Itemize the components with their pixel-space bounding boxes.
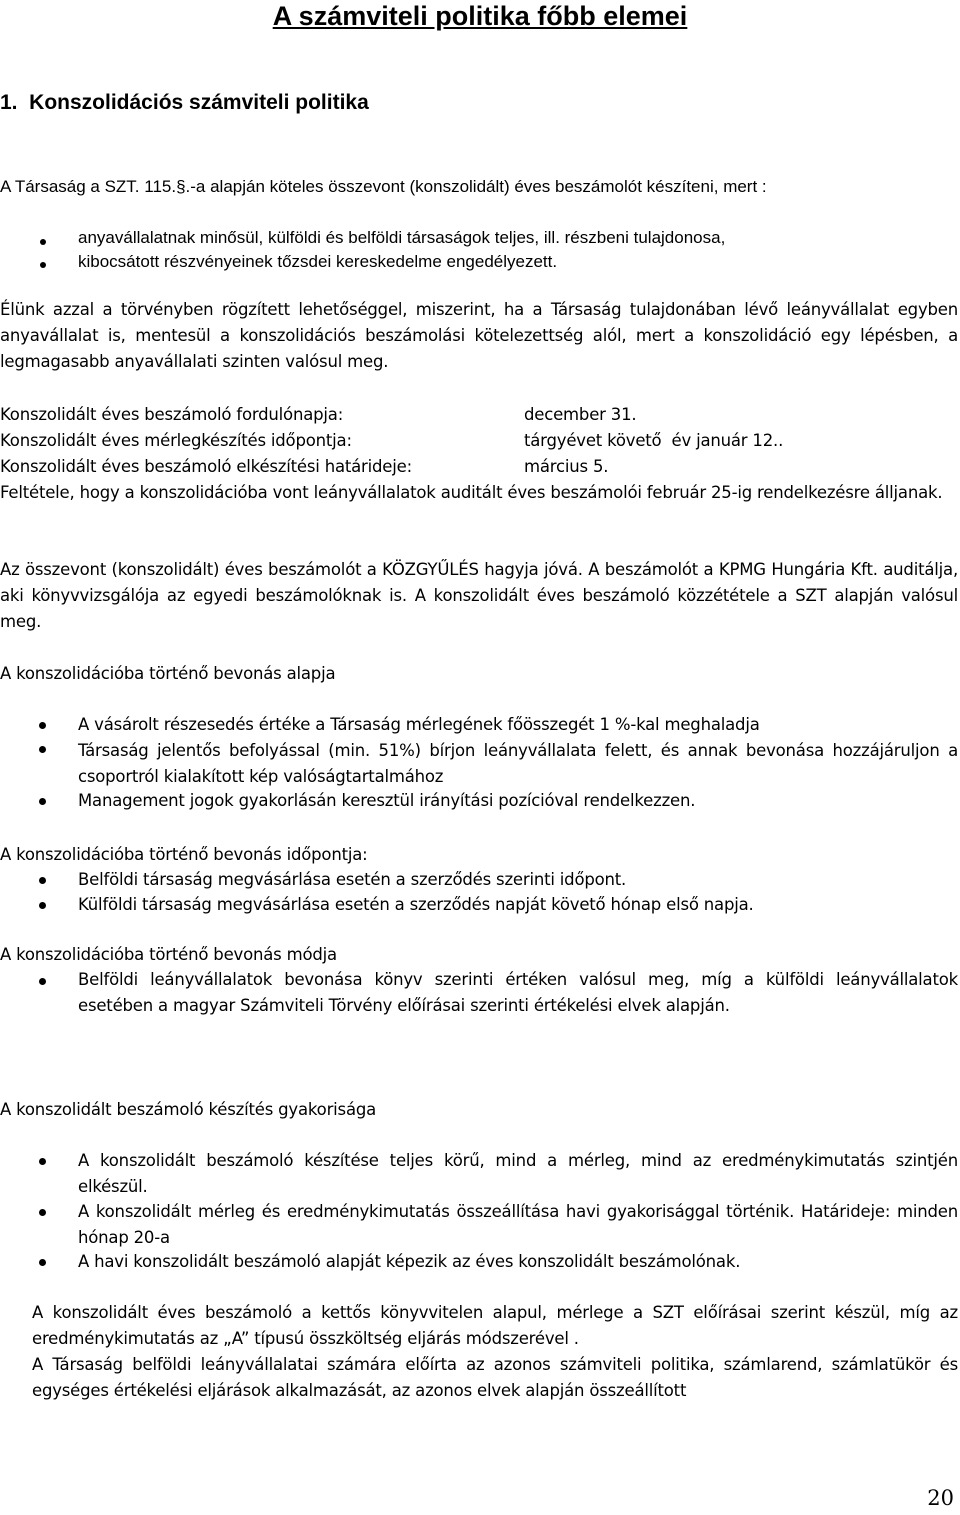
frequency-bullet-3: A havi konszolidált beszámoló alapját képezik az éves konszolidált beszámolónak. (78, 1252, 741, 1271)
date-value-1: december 31. (524, 405, 637, 424)
bullet-icon (39, 722, 46, 729)
section-heading: 1. Konszolidációs számviteli politika (0, 91, 369, 114)
date-label-1: Konszolidált éves beszámoló fordulónapja: (0, 405, 344, 424)
exemption-paragraph: Élünk azzal a törvényben rögzített lehetőséggel, miszerint, ha a Társaság tulajdonában lévő leányvállalat egyben anyavállalat is, mentesül a konszolidációs beszámolási kötelezettség alól, mert a konszolidáció egy lépésben, a legmagasabb anyavállalati szinten valósul meg. (0, 300, 958, 371)
basis-bullet-2: Társaság jelentős befolyással (min. 51%) bírjon leányvállalata felett, és annak bevonása hozzájáruljon a csoportról kialakított kép valóságtartalmához (78, 741, 958, 786)
bullet-icon (39, 746, 46, 753)
timing-bullet-1: Belföldi társaság megvásárlása esetén a szerződés szerinti időpont. (78, 870, 627, 889)
bullet-icon (39, 1158, 46, 1165)
bullet-icon (39, 902, 46, 909)
bullet-icon (39, 1259, 46, 1266)
bullet-icon (40, 239, 46, 245)
frequency-heading: A konszolidált beszámoló készítés gyakorisága (0, 1100, 377, 1119)
bullet-icon (40, 262, 46, 268)
bullet-icon (39, 1209, 46, 1216)
approval-paragraph: Az összevont (konszolidált) éves beszámolót a KÖZGYŰLÉS hagyja jóvá. A beszámolót a KPMG Hungária Kft. auditálja, aki könyvvizsgálója az egyedi beszámolóknak is. A konszolidált éves beszámoló közzététele a SZT alapján valósul meg. (0, 560, 958, 631)
date-label-3: Konszolidált éves beszámoló elkészítési határideje: (0, 457, 412, 476)
bullet-icon (39, 978, 46, 985)
bullet-icon (39, 798, 46, 805)
method-bullet-1: Belföldi leányvállalatok bevonása könyv szerinti értéken valósul meg, míg a külföldi leányvállalatok esetében a magyar Számviteli Törvény előírásai szerinti értékelési elvek alapján. (78, 970, 958, 1015)
condition-paragraph: Feltétele, hogy a konszolidációba vont leányvállalatok auditált éves beszámolói február 25-ig rendelkezésre álljanak. (0, 483, 943, 502)
date-value-2: tárgyévet követő év január 12.. (524, 431, 784, 450)
timing-bullet-2: Külföldi társaság megvásárlása esetén a szerződés napját követő hónap első napja. (78, 895, 754, 914)
closing-paragraph-1: A konszolidált éves beszámoló a kettős könyvvitelen alapul, mérlege a SZT előírásai szerint készül, míg az eredménykimutatás az „A” típusú összköltség eljárás módszerével . (32, 1303, 958, 1348)
intro-text: A Társaság a SZT. 115.§.-a alapján köteles összevont (konszolidált) éves beszámolót készíteni, mert : (0, 177, 767, 196)
frequency-bullet-1: A konszolidált beszámoló készítése teljes körű, mind a mérleg, mind az eredménykimutatás szintjén elkészül. (78, 1151, 958, 1196)
intro-bullet-1: anyavállalatnak minősül, külföldi és belföldi társaságok teljes, ill. részbeni tulajdonosa, (78, 228, 726, 247)
closing-paragraph-2: A Társaság belföldi leányvállalatai számára előírta az azonos számviteli politika, számlarend, számlatükör és egységes értékelési eljárások alkalmazását, az azonos elvek alapján összeállított (32, 1355, 958, 1400)
date-label-2: Konszolidált éves mérlegkészítés időpontja: (0, 431, 352, 450)
timing-heading: A konszolidációba történő bevonás időpontja: (0, 845, 368, 864)
basis-bullet-1: A vásárolt részesedés értéke a Társaság mérlegének főösszegét 1 %-kal meghaladja (78, 715, 760, 734)
bullet-icon (39, 877, 46, 884)
intro-bullet-2: kibocsátott részvényeinek tőzsdei kereskedelme engedélyezett. (78, 252, 558, 271)
basis-bullet-3: Management jogok gyakorlásán keresztül irányítási pozícióval rendelkezzen. (78, 791, 696, 810)
page-number: 20 (927, 1486, 954, 1510)
method-heading: A konszolidációba történő bevonás módja (0, 945, 337, 964)
page-title: A számviteli politika főbb elemei (272, 1, 688, 31)
frequency-bullet-2: A konszolidált mérleg és eredménykimutatás összeállítása havi gyakorisággal történik. Határideje: minden hónap 20-a (78, 1202, 958, 1247)
date-value-3: március 5. (524, 457, 609, 476)
basis-heading: A konszolidációba történő bevonás alapja (0, 664, 336, 683)
